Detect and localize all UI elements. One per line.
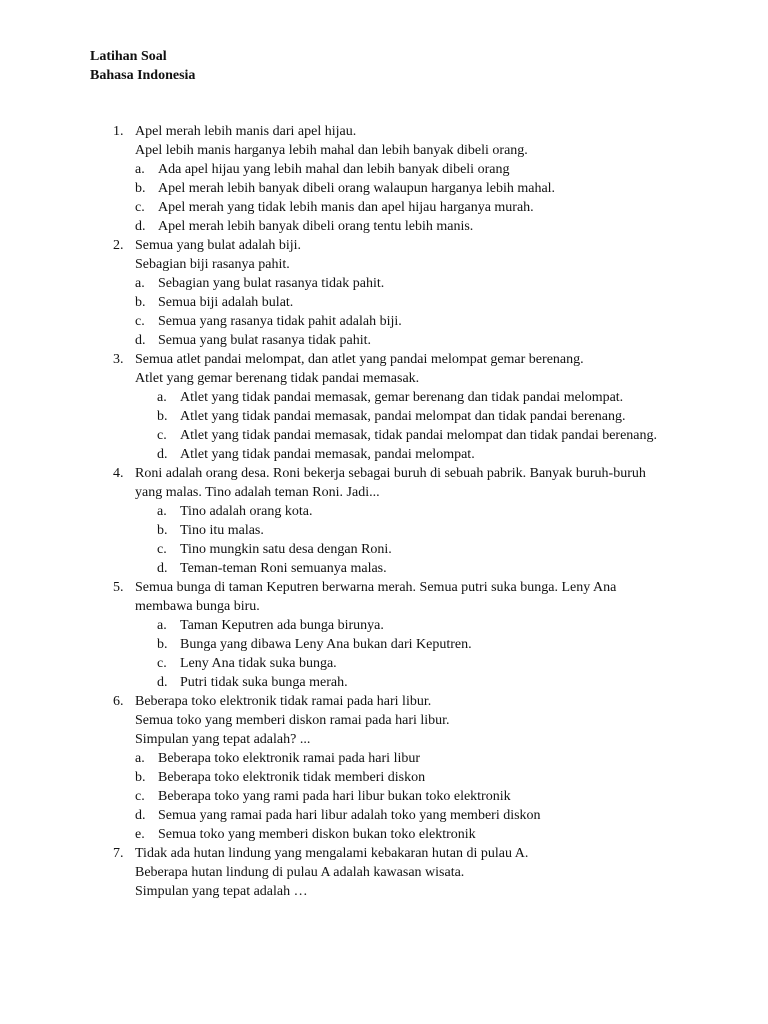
question-list <box>0 122 768 901</box>
question-item <box>0 578 768 692</box>
document-subject: Bahasa Indonesia <box>90 68 196 83</box>
answer-option <box>135 198 768 217</box>
option-text: Apel merah yang tidak lebih manis dan apel hijau harganya murah. <box>158 200 534 215</box>
option-label: d. <box>135 808 146 823</box>
answer-option <box>135 293 768 312</box>
option-text: Beberapa toko yang rami pada hari libur bukan toko elektronik <box>158 789 511 804</box>
option-text: Putri tidak suka bunga merah. <box>180 675 348 690</box>
question-text: Apel merah lebih manis dari apel hijau. <box>135 124 357 139</box>
answer-option <box>157 559 768 578</box>
answer-option <box>135 217 768 236</box>
question-item <box>0 464 768 578</box>
question-text: Semua atlet pandai melompat, dan atlet yang pandai melompat gemar berenang. <box>135 352 584 367</box>
option-text: Semua biji adalah bulat. <box>158 295 294 310</box>
option-label: c. <box>157 428 167 443</box>
question-premise: Atlet yang gemar berenang tidak pandai memasak. <box>135 371 420 386</box>
question-item <box>0 844 768 901</box>
question-item <box>0 350 768 464</box>
answer-option <box>135 825 768 844</box>
question-text: Beberapa toko elektronik tidak ramai pada hari libur. <box>135 694 432 709</box>
document-header <box>90 47 195 85</box>
question-number: 2. <box>113 238 124 253</box>
question-item <box>0 236 768 350</box>
answer-option <box>157 388 768 407</box>
option-label: a. <box>135 751 145 766</box>
option-text: Tino adalah orang kota. <box>180 504 313 519</box>
answer-option <box>135 768 768 787</box>
answer-option <box>157 654 768 673</box>
question-premise: Sebagian biji rasanya pahit. <box>135 257 290 272</box>
option-text: Tino mungkin satu desa dengan Roni. <box>180 542 392 557</box>
answer-option <box>135 179 768 198</box>
option-label: c. <box>135 200 145 215</box>
option-label: d. <box>135 333 146 348</box>
option-label: a. <box>157 618 167 633</box>
answer-option <box>157 502 768 521</box>
question-text: Roni adalah orang desa. Roni bekerja sebagai buruh di sebuah pabrik. Banyak buruh-buruh yang malas. Tino adalah teman Roni. Jadi... <box>135 466 646 500</box>
question-number: 7. <box>113 846 124 861</box>
option-text: Semua yang rasanya tidak pahit adalah biji. <box>158 314 402 329</box>
option-text: Leny Ana tidak suka bunga. <box>180 656 337 671</box>
question-item <box>0 122 768 236</box>
option-text: Atlet yang tidak pandai memasak, pandai melompat dan tidak pandai berenang. <box>180 409 626 424</box>
answer-option <box>157 616 768 635</box>
question-text: Semua bunga di taman Keputren berwarna merah. Semua putri suka bunga. Leny Ana membawa bunga biru. <box>135 580 617 614</box>
option-text: Atlet yang tidak pandai memasak, pandai melompat. <box>180 447 475 462</box>
option-label: e. <box>135 827 145 842</box>
question-item <box>0 692 768 844</box>
option-label: b. <box>157 409 168 424</box>
option-text: Sebagian yang bulat rasanya tidak pahit. <box>158 276 385 291</box>
question-number: 6. <box>113 694 124 709</box>
question-premise: Semua toko yang memberi diskon ramai pada hari libur. <box>135 713 450 728</box>
question-number: 4. <box>113 466 124 481</box>
option-label: a. <box>157 504 167 519</box>
option-label: c. <box>157 656 167 671</box>
answer-option <box>157 521 768 540</box>
option-label: b. <box>135 181 146 196</box>
question-premise: Apel lebih manis harganya lebih mahal dan lebih banyak dibeli orang. <box>135 143 528 158</box>
option-label: b. <box>157 523 168 538</box>
answer-option <box>135 312 768 331</box>
option-text: Beberapa toko elektronik tidak memberi diskon <box>158 770 426 785</box>
option-label: c. <box>135 789 145 804</box>
answer-option <box>157 445 768 464</box>
option-text: Ada apel hijau yang lebih mahal dan lebih banyak dibeli orang <box>158 162 510 177</box>
answer-option <box>135 331 768 350</box>
option-text: Semua yang ramai pada hari libur adalah toko yang memberi diskon <box>158 808 541 823</box>
option-label: d. <box>135 219 146 234</box>
answer-option <box>157 540 768 559</box>
option-label: c. <box>135 314 145 329</box>
question-number: 1. <box>113 124 124 139</box>
option-label: a. <box>157 390 167 405</box>
answer-option <box>135 787 768 806</box>
option-label: d. <box>157 561 168 576</box>
question-number: 5. <box>113 580 124 595</box>
option-text: Teman-teman Roni semuanya malas. <box>180 561 387 576</box>
option-text: Atlet yang tidak pandai memasak, gemar berenang dan tidak pandai melompat. <box>180 390 624 405</box>
answer-option <box>157 407 768 426</box>
option-label: c. <box>157 542 167 557</box>
option-text: Semua toko yang memberi diskon bukan toko elektronik <box>158 827 476 842</box>
option-label: a. <box>135 162 145 177</box>
option-text: Apel merah lebih banyak dibeli orang walaupun harganya lebih mahal. <box>158 181 556 196</box>
question-premise: Simpulan yang tepat adalah? ... <box>135 732 311 747</box>
answer-option <box>135 749 768 768</box>
question-text: Tidak ada hutan lindung yang mengalami kebakaran hutan di pulau A. <box>135 846 529 861</box>
answer-option <box>135 806 768 825</box>
option-text: Apel merah lebih banyak dibeli orang tentu lebih manis. <box>158 219 474 234</box>
answer-option <box>157 635 768 654</box>
document-title: Latihan Soal <box>90 49 167 64</box>
answer-option <box>135 274 768 293</box>
option-text: Atlet yang tidak pandai memasak, tidak pandai melompat dan tidak pandai berenang. <box>180 428 658 443</box>
answer-option <box>135 160 768 179</box>
option-label: d. <box>157 447 168 462</box>
question-text: Semua yang bulat adalah biji. <box>135 238 302 253</box>
option-text: Beberapa toko elektronik ramai pada hari libur <box>158 751 421 766</box>
question-number: 3. <box>113 352 124 367</box>
option-label: d. <box>157 675 168 690</box>
option-text: Semua yang bulat rasanya tidak pahit. <box>158 333 372 348</box>
answer-option <box>157 426 768 445</box>
option-label: b. <box>157 637 168 652</box>
option-text: Taman Keputren ada bunga birunya. <box>180 618 384 633</box>
option-text: Tino itu malas. <box>180 523 264 538</box>
option-label: b. <box>135 295 146 310</box>
answer-option <box>157 673 768 692</box>
option-label: a. <box>135 276 145 291</box>
option-label: b. <box>135 770 146 785</box>
question-premise: Simpulan yang tepat adalah … <box>135 884 308 899</box>
option-text: Bunga yang dibawa Leny Ana bukan dari Keputren. <box>180 637 472 652</box>
question-premise: Beberapa hutan lindung di pulau A adalah kawasan wisata. <box>135 865 465 880</box>
